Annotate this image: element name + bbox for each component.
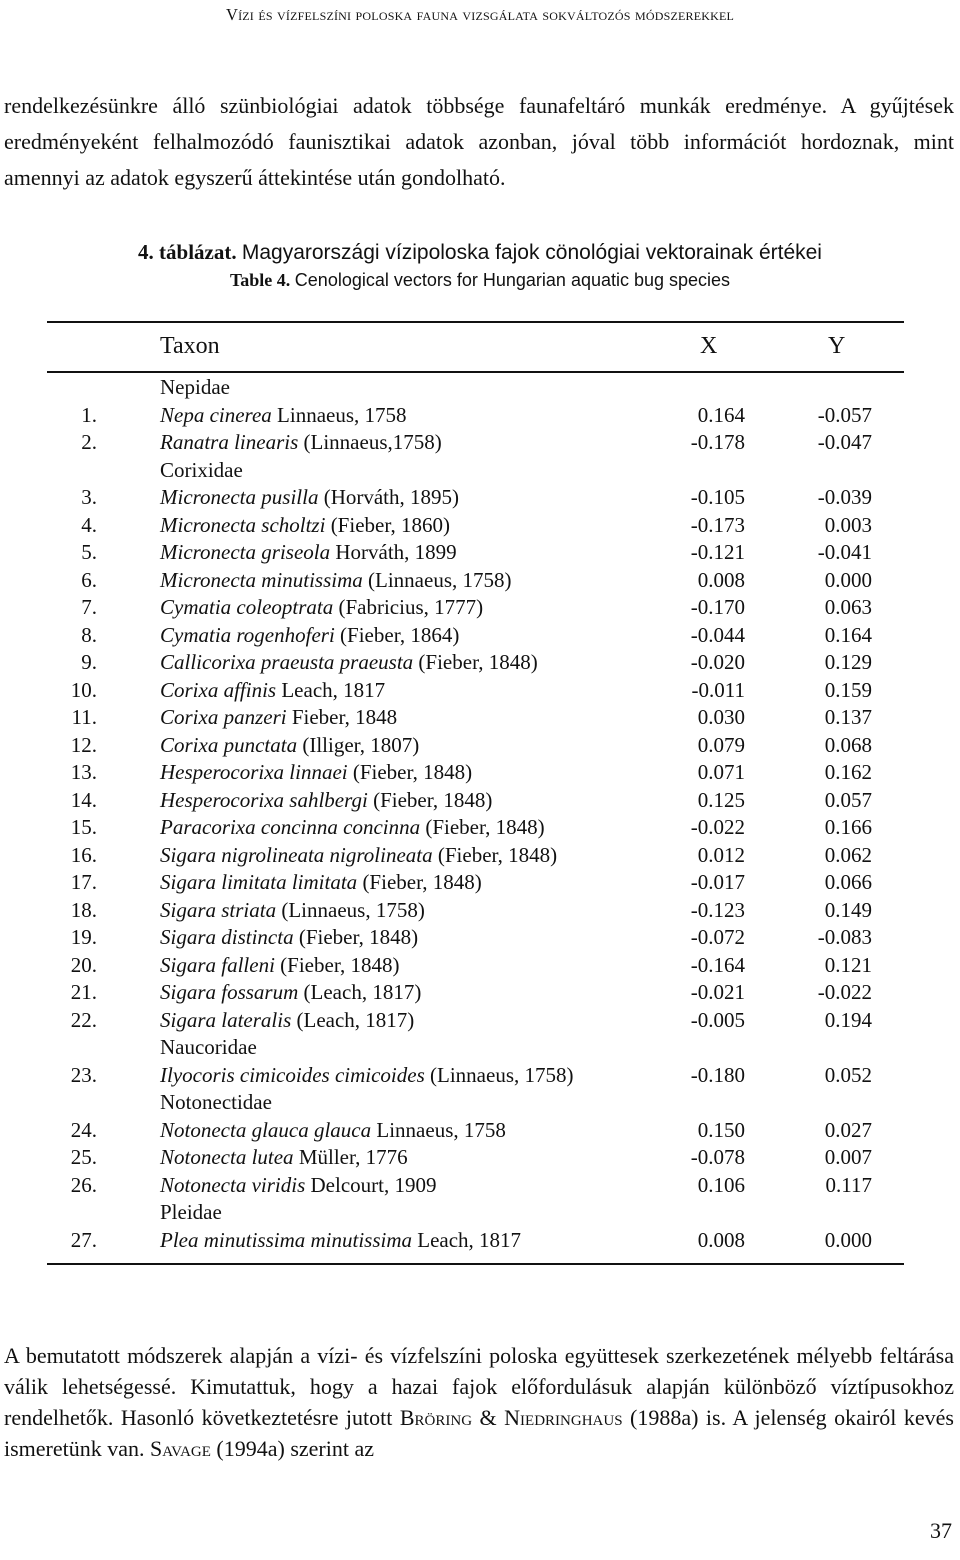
table-row [0,787,960,815]
row-number: 26. [70,1172,97,1197]
table-row [0,1144,960,1172]
table-row [0,979,960,1007]
species-name: Corixa punctata [160,732,298,757]
row-number: 15. [70,815,97,839]
species-author: (Leach, 1817) [291,1007,415,1032]
taxon-cell [160,869,482,897]
outro-text-part1: A bemutatott módszerek alapján a vízi- és vízfelszíni poloska együttesek szerkezetének mélyebb feltárása válik lehetségessé. Kimutattuk, hogy a hazai fajok előfordulásuk alapján különböző víztípusokhoz rendelhetők. Hasonló következtetésre jutott [4,1343,954,1430]
y-value: -0.022 [817,980,872,1004]
table-row [0,402,960,430]
taxon-cell [160,429,442,457]
family-name: Corixidae [160,457,243,482]
species-name: Ilyocoris cimicoides cimicoides [160,1062,425,1087]
row-number: 4. [81,512,97,537]
species-author: Delcourt, 1909 [305,1172,437,1197]
x-value: 0.012 [697,842,745,867]
y-value: 0.066 [824,870,872,894]
y-value: 0.062 [824,842,872,867]
row-number: 17. [70,870,97,894]
x-value: 0.008 [697,567,745,592]
y-value: 0.129 [824,650,872,674]
taxon-cell [160,402,407,430]
row-number: 24. [70,1117,97,1142]
y-value: 0.068 [824,732,872,757]
taxon-cell [160,732,419,760]
taxon-cell [160,1227,521,1255]
table-row [0,677,960,705]
family-row [0,1199,960,1227]
outro-text-part3: (1994a) szerint az [210,1436,374,1461]
family-row [0,374,960,402]
taxon-cell [160,677,385,705]
row-number: 9. [81,650,97,674]
species-author: (Fieber, 1848) [293,925,419,949]
species-name: Plea minutissima minutissima [160,1227,413,1252]
row-number: 5. [81,540,97,564]
taxon-cell [160,1007,414,1035]
species-name: Notonecta glauca glauca [160,1117,372,1142]
family-row [0,1034,960,1062]
x-value: -0.164 [690,952,745,977]
row-number: 22. [70,1007,97,1032]
y-value: 0.063 [824,595,872,619]
x-value: 0.008 [697,1227,745,1252]
row-number: 8. [81,622,97,647]
taxon-cell [160,1062,573,1090]
x-value: -0.121 [690,540,745,564]
row-number: 16. [70,842,97,867]
x-value: 0.106 [697,1172,745,1197]
x-value: -0.170 [690,595,745,619]
table-row [0,484,960,512]
row-number: 23. [70,1062,97,1087]
species-name: Notonecta viridis [160,1172,306,1197]
y-value: 0.052 [824,1062,872,1087]
author-niedringhaus: Niedringhaus [504,1405,623,1430]
species-author: (Illiger, 1807) [297,732,420,757]
x-value: -0.123 [690,897,745,922]
family-name: Notonectidae [160,1090,272,1114]
taxon-cell [160,787,492,815]
table-row [0,539,960,567]
species-name: Micronecta minutissima [160,567,363,592]
x-value: -0.173 [690,512,745,537]
x-value: -0.105 [690,485,745,509]
taxon-cell [160,897,425,925]
taxon-cell [160,952,399,980]
intro-paragraph [4,88,954,196]
y-value: 0.003 [824,512,872,537]
taxon-cell [160,814,545,842]
table-row [0,759,960,787]
x-value: -0.044 [690,622,745,647]
species-author: (Fieber, 1848) [367,787,493,812]
x-value: 0.071 [697,760,745,784]
taxon-cell [160,539,457,567]
column-header-taxon: Taxon [160,333,220,359]
y-value: 0.057 [824,787,872,812]
x-value: -0.020 [690,650,745,674]
y-value: 0.000 [824,1227,872,1252]
y-value: 0.121 [824,952,872,977]
x-value: 0.164 [697,402,745,427]
x-value: -0.021 [690,980,745,1004]
table-body [0,374,960,1254]
caption-label-hu: 4. táblázat. [138,240,237,264]
y-value: -0.057 [817,402,872,427]
species-author: Linnaeus, 1758 [271,402,407,427]
running-head: Vízi és vízfelszíni poloska fauna vizsgálata sokváltozós módszerekkel [225,5,735,24]
table-row [0,1117,960,1145]
x-value: -0.005 [690,1007,745,1032]
table-top-rule [47,321,904,323]
row-number: 3. [81,485,97,509]
taxon-cell [160,924,418,952]
species-author: (Fieber, 1848) [357,870,482,894]
species-name: Sigara limitata limitata [160,870,358,894]
table-bottom-rule [47,1263,904,1265]
species-author: (Fieber, 1848) [432,842,558,867]
family-name: Pleidae [160,1200,222,1224]
taxon-cell [160,567,512,595]
species-name: Cymatia coleoptrata [160,595,334,619]
species-name: Sigara lateralis [160,1007,292,1032]
species-name: Cymatia rogenhoferi [160,622,335,647]
table-caption-english [0,270,960,291]
species-name: Callicorixa praeusta praeusta [160,650,414,674]
taxon-cell [160,979,421,1007]
species-name: Nepa cinerea [160,402,272,427]
table-caption-hungarian [0,240,960,265]
table-row [0,814,960,842]
species-name: Sigara falleni [160,952,275,977]
species-author: (Linnaeus, 1758) [362,567,512,592]
row-number: 14. [70,787,97,812]
y-value: 0.164 [824,622,872,647]
y-value: 0.027 [824,1117,872,1142]
species-name: Corixa affinis [160,677,277,702]
table-row [0,649,960,677]
family-name: Naucoridae [160,1035,257,1059]
table-header-rule [47,371,904,373]
row-number: 20. [70,952,97,977]
species-author: Linnaeus, 1758 [371,1117,506,1142]
table-row [0,924,960,952]
species-name: Hesperocorixa linnaei [160,760,348,784]
x-value: 0.079 [697,732,745,757]
taxon-cell [160,512,450,540]
author-savage: Savage [150,1436,211,1461]
table-row [0,1007,960,1035]
row-number: 11. [71,705,97,729]
species-name: Notonecta lutea [160,1145,294,1169]
row-number: 10. [70,677,97,702]
caption-text-hu: Magyarországi vízipoloska fajok cönológiai vektorainak értékei [241,241,822,264]
taxon-cell [160,484,459,512]
species-author: (Linnaeus, 1758) [424,1062,574,1087]
y-value: -0.041 [817,540,872,564]
species-author: (Fabricius, 1777) [333,595,484,619]
y-value: 0.117 [825,1172,872,1197]
species-name: Ranatra linearis [160,430,299,454]
column-header-y: Y [828,333,846,359]
species-author: Leach, 1817 [412,1227,522,1252]
table-row [0,429,960,457]
species-name: Micronecta pusilla [160,485,319,509]
author-broring: Bröring [399,1405,473,1430]
row-number: 12. [70,732,97,757]
taxon-cell [160,1172,436,1200]
species-author: (Fieber, 1848) [347,760,473,784]
table-row [0,594,960,622]
table-row [0,622,960,650]
species-author: (Fieber, 1860) [325,512,450,537]
y-value: -0.047 [817,430,872,454]
taxon-cell [160,649,538,677]
species-name: Sigara nigrolineata nigrolineata [160,842,433,867]
species-name: Hesperocorixa sahlbergi [160,787,368,812]
x-value: -0.022 [690,815,745,839]
y-value: 0.000 [824,567,872,592]
species-author: (Linnaeus, 1758) [276,897,425,922]
species-name: Sigara distincta [160,925,294,949]
x-value: -0.180 [690,1062,745,1087]
y-value: 0.166 [824,815,872,839]
x-value: -0.072 [690,925,745,949]
species-author: (Leach, 1817) [298,980,422,1004]
taxon-cell [160,1117,506,1145]
taxon-cell [160,1144,408,1172]
species-author: (Horváth, 1895) [318,485,460,509]
species-name: Sigara striata [160,897,277,922]
row-number: 7. [81,595,97,619]
x-value: -0.178 [690,430,745,454]
taxon-cell [160,759,472,787]
y-value: -0.039 [817,485,872,509]
x-value: 0.150 [697,1117,745,1142]
x-value: 0.030 [697,705,745,729]
table-row [0,1062,960,1090]
row-number: 25. [70,1145,97,1169]
y-value: -0.083 [817,925,872,949]
x-value: 0.125 [697,787,745,812]
family-row [0,457,960,485]
outro-text [4,1340,954,1464]
caption-text-en: Cenological vectors for Hungarian aquatic bug species [294,270,731,290]
table-row [0,1172,960,1200]
y-value: 0.194 [824,1007,872,1032]
table-row [0,567,960,595]
taxon-cell [160,842,557,870]
outro-text-part2: (1988a) is. A jelenség okairól kevés ismeretünk van. [4,1405,954,1461]
species-name: Micronecta scholtzi [160,512,326,537]
table-row [0,952,960,980]
column-header-x: X [700,333,718,359]
species-name: Micronecta griseola [160,540,331,564]
x-value: -0.011 [691,677,745,702]
y-value: 0.162 [824,760,872,784]
table-row [0,732,960,760]
y-value: 0.007 [824,1145,872,1169]
species-author: (Fieber, 1848) [413,650,538,674]
species-name: Corixa panzeri [160,705,287,729]
family-row [0,1089,960,1117]
row-number: 2. [81,430,97,454]
row-number: 27. [70,1227,97,1252]
taxon-cell [160,594,483,622]
species-author: (Linnaeus,1758) [298,430,442,454]
table-row [0,842,960,870]
species-author: Müller, 1776 [293,1145,408,1169]
table-row [0,1227,960,1255]
y-value: 0.159 [824,677,872,702]
species-name: Paracorixa concinna concinna [160,815,421,839]
intro-text: rendelkezésünkre álló szünbiológiai adatok többsége faunafeltáró munkák eredménye. A gyűjtések eredményeként felhalmozódó faunisztikai adatok azonban, jóval több információt hordoznak, mint amennyi az adatok egyszerű áttekintése után gondolható. [4,93,954,190]
table-row [0,869,960,897]
species-author: (Fieber, 1848) [420,815,545,839]
species-author: (Fieber, 1864) [334,622,460,647]
row-number: 18. [70,897,97,922]
table-row [0,704,960,732]
row-number: 1. [81,402,97,427]
row-number: 21. [70,980,97,1004]
table-row [0,512,960,540]
species-author: Horváth, 1899 [330,540,457,564]
y-value: 0.137 [824,705,872,729]
row-number: 13. [70,760,97,784]
taxon-cell [160,622,459,650]
family-name: Nepidae [160,375,230,399]
x-value: -0.017 [690,870,745,894]
species-name: Sigara fossarum [160,980,299,1004]
table-row [0,897,960,925]
outro-paragraph [4,1340,954,1464]
y-value: 0.149 [824,897,872,922]
taxon-cell [160,704,397,732]
page-number: 37 [930,1518,952,1543]
row-number: 6. [81,567,97,592]
caption-label-en: Table 4. [229,270,291,290]
ampersand: & [472,1405,505,1430]
species-author: Fieber, 1848 [286,705,398,729]
x-value: -0.078 [690,1145,745,1169]
species-author: (Fieber, 1848) [274,952,400,977]
species-author: Leach, 1817 [276,677,386,702]
row-number: 19. [70,925,97,949]
